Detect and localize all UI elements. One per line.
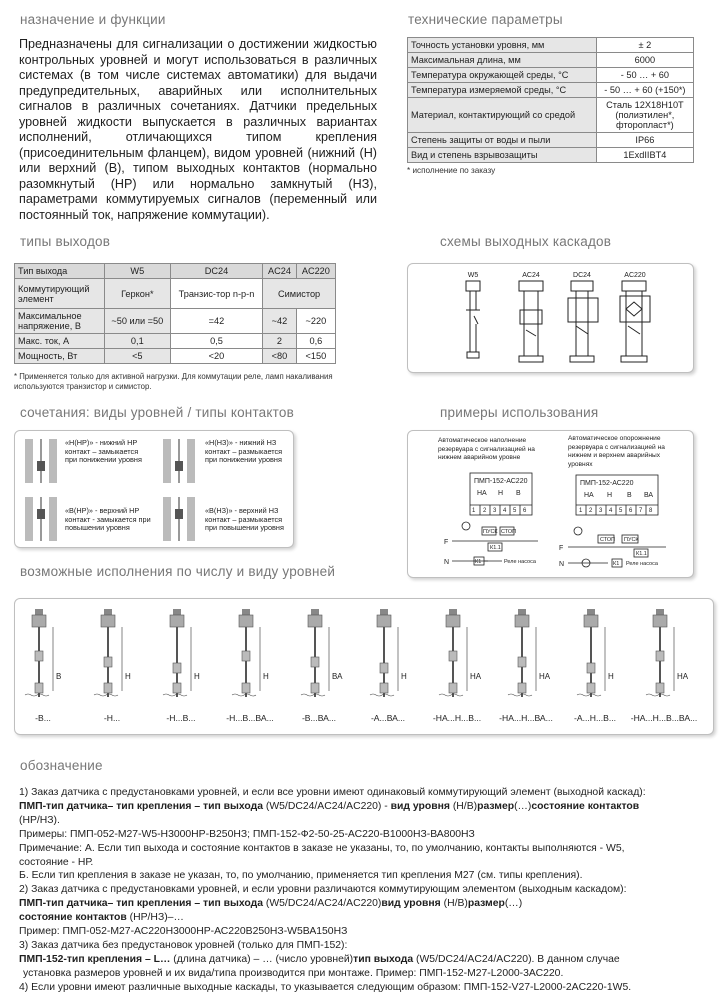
example-left-k1: К1 (475, 559, 482, 565)
example-left-stop: СТОП (501, 529, 517, 535)
level-label: ВА (332, 672, 343, 681)
sensor-float (311, 683, 319, 693)
sensor-head (656, 609, 664, 615)
circuits-box (407, 263, 694, 373)
example-right-pin: 5 (619, 508, 623, 514)
water-line (439, 694, 463, 696)
level-label: Н (125, 672, 131, 681)
sensor-head (173, 609, 181, 615)
sensor-float (242, 651, 250, 661)
designation-line: 4) Если уровни имеют различные выходные каскады, то указывается следующим образом: ПМП-152-V27-L2000-2AC220-1W5. (19, 981, 632, 993)
sensor-head (311, 609, 319, 615)
sensor-flange (515, 615, 529, 627)
outputs-table (14, 263, 336, 364)
designation-line: Б. Если тип крепления в заказе не указан, то, по умолчанию, применяется тип крепления М27 (см. типы крепления). (19, 870, 583, 882)
outputs-cell: 0,5 (170, 334, 262, 349)
example-right-caption: Автоматическое опорожнение резервуара с сигнализацией на нижнем и верхнем аварийных уровнях (568, 435, 665, 468)
designation-block (19, 786, 709, 994)
variants-diagram (15, 599, 715, 736)
level-label: НА (470, 672, 482, 681)
sensor-float (380, 683, 388, 693)
sensor-flange (584, 615, 598, 627)
sensor-head (449, 609, 457, 615)
example-right-pin: 6 (629, 508, 633, 514)
combo-icon-nnr (23, 437, 59, 485)
sensor-flange (377, 615, 391, 627)
example-left-device: ПМП-152-АС220 (474, 478, 528, 485)
outputs-row-label: Макс. ток, А (15, 334, 105, 349)
sensor-flange (170, 615, 184, 627)
sensor-float (449, 683, 457, 693)
example-left-n: N (444, 559, 450, 566)
sensor-float (35, 651, 43, 661)
circuit-label-w5: W5 (467, 272, 479, 279)
tech-param-row (408, 98, 694, 133)
example-right-f: F (559, 545, 564, 552)
example-left-pin: 2 (483, 508, 487, 514)
example-left-k1b: К1.1 (490, 545, 501, 551)
example-left-pin: 5 (513, 508, 517, 514)
water-line (301, 694, 325, 696)
example-left-pin: 3 (493, 508, 497, 514)
outputs-row (15, 309, 336, 334)
outputs-cell: 2 (263, 334, 297, 349)
water-line (370, 694, 394, 696)
variants-box (14, 598, 714, 735)
example-left-f: F (444, 539, 449, 546)
example-left-pusk: ПУСК (483, 529, 498, 535)
outputs-cell: 0,1 (104, 334, 170, 349)
sensor-float (242, 683, 250, 693)
designation-line: ПМП-тип датчика– тип крепления – тип выхода (W5/DC24/AC24/AC220)вид уровня (Н/В)размер(…) (19, 898, 523, 910)
sensor-float (518, 683, 526, 693)
combo-icon-vnr (23, 495, 59, 543)
circuits-title: схемы выходных каскадов (440, 234, 612, 249)
sensor-head (587, 609, 595, 615)
sensor-flange (101, 615, 115, 627)
sensor-head (35, 609, 43, 615)
examples-title: примеры использования (440, 405, 599, 420)
level-label: В (56, 672, 62, 681)
outputs-row-label: Максимальное напряжение, В (15, 309, 105, 334)
outputs-cell: ~50 или =50 (104, 309, 170, 334)
variant-caption: -НА...Н...ВА... (499, 713, 553, 723)
sensor-float (587, 683, 595, 693)
example-left-rele: Реле насоса (504, 559, 536, 565)
examples-box (407, 430, 694, 578)
tech-param-value: 6000 (596, 53, 693, 68)
tech-param-row (408, 38, 694, 53)
example-left-level: НА (477, 490, 487, 497)
combo-text: «В(НЗ)» - верхний НЗ контакт – размыкается при повышении уровня (205, 506, 284, 533)
sensor-float (518, 657, 526, 667)
designation-line: ПМП-тип датчика– тип крепления – тип выхода (W5/DC24/AC24/AC220) - вид уровня (Н/В)размер(…)состояние контактов (19, 800, 640, 812)
tech-param-row (408, 148, 694, 163)
example-right-level: Н (607, 492, 613, 499)
outputs-row (15, 349, 336, 364)
outputs-header: DC24 (170, 264, 262, 279)
example-left-pin: 6 (523, 508, 527, 514)
water-line (163, 694, 187, 696)
combo-text: «В(НР)» - верхний НР контакт - замыкается при повышении уровня (65, 506, 151, 533)
example-right-level: НА (584, 492, 594, 499)
sensor-float (311, 657, 319, 667)
example-right-device: ПМП-152-АС220 (580, 480, 634, 487)
sensor-float (104, 657, 112, 667)
tech-param-label: Степень защиты от воды и пыли (408, 133, 597, 148)
example-right-pin: 3 (599, 508, 603, 514)
tech-params-table (407, 37, 694, 176)
sensor-flange (308, 615, 322, 627)
sensor-float (656, 683, 664, 693)
level-label: Н (263, 672, 269, 681)
variant-caption: -А...ВА... (370, 713, 406, 723)
example-left-pin: 4 (503, 508, 507, 514)
variant-caption: -А...Н...В... (573, 713, 617, 723)
outputs-row-label: Коммутирующий элемент (15, 279, 105, 309)
designation-line: состояние контактов (НР/НЗ)–… (19, 912, 184, 924)
example-right-stop: СТОП (600, 537, 616, 543)
outputs-cell: =42 (170, 309, 262, 334)
variant-caption: -В...ВА... (301, 713, 337, 723)
example-right-k1: К1 (613, 561, 620, 567)
example-right-pin: 8 (649, 508, 653, 514)
outputs-cell: 0,6 (296, 334, 335, 349)
sensor-head (104, 609, 112, 615)
tech-param-label: Точность установки уровня, мм (408, 38, 597, 53)
outputs-row-label: Мощность, Вт (15, 349, 105, 364)
combo-icon-vnz (161, 495, 197, 543)
sensor-head (518, 609, 526, 615)
level-label: НА (677, 672, 689, 681)
tech-param-row (408, 133, 694, 148)
water-line (94, 694, 118, 696)
designation-line: Примечание: А. Если тип выхода и состояние контактов в заказе не указаны, то, по умолчанию, контакты выполняются - W5, (19, 842, 625, 854)
designation-line: 3) Заказ датчика без предустановок уровней (только для ПМП-152): (19, 939, 348, 951)
outputs-title: типы выходов (20, 234, 111, 249)
tech-note: * исполнение по заказу (407, 166, 496, 175)
circuit-label-dc24: DC24 (573, 272, 591, 279)
designation-line: ПМП-152-тип крепления – L… (длина датчика) – … (число уровней)тип выхода (W5/DC24/AC24/AC220). В данном случае (19, 953, 620, 965)
water-line (25, 694, 49, 696)
tech-param-value: IP66 (596, 133, 693, 148)
designation-line: установка размеров уровней и их вида/типа производится при монтаже. Пример: ПМП-152-М27-L2000-3АС220. (23, 967, 564, 979)
sensor-float (449, 651, 457, 661)
sensor-flange (653, 615, 667, 627)
water-line (577, 694, 601, 696)
outputs-header: W5 (104, 264, 170, 279)
water-line (508, 694, 532, 696)
sensor-float (656, 651, 664, 661)
designation-line: Примеры: ПМП-052-М27-W5-Н3000НР-В250НЗ; ПМП-152-Ф2-50-25-АС220-В1000НЗ-ВА800НЗ (19, 828, 475, 840)
sensor-float (587, 663, 595, 673)
example-right-pin: 7 (639, 508, 643, 514)
combos-title: сочетания: виды уровней / типы контактов (20, 405, 294, 420)
outputs-cell: Геркон* (104, 279, 170, 309)
circuit-label-ac24: AC24 (522, 272, 540, 279)
outputs-table-wrap (14, 263, 336, 392)
sensor-float (35, 683, 43, 693)
level-label: Н (608, 672, 614, 681)
outputs-cell: <20 (170, 349, 262, 364)
example-right-level: В (627, 492, 632, 499)
tech-param-value: - 50 … + 60 (+150*) (596, 83, 693, 98)
variant-caption: -В... (35, 713, 51, 723)
sensor-head (242, 609, 250, 615)
example-left-level: Н (498, 490, 504, 497)
outputs-cell: Транзис-тор n-p-n (170, 279, 262, 309)
tech-param-value: Сталь 12Х18Н10Т (полиэтилен*, фторопласт*) (596, 98, 693, 133)
sensor-float (173, 683, 181, 693)
level-label: Н (401, 672, 407, 681)
outputs-cell: <5 (104, 349, 170, 364)
sensor-flange (32, 615, 46, 627)
outputs-cell: <150 (296, 349, 335, 364)
tech-param-value: 1ExdIIBT4 (596, 148, 693, 163)
example-left-level: В (516, 490, 521, 497)
sensor-head (380, 609, 388, 615)
designation-line: (НР/НЗ). (19, 814, 60, 826)
combo-text: «Н(НЗ)» - нижний НЗ контакт – размыкается при понижении уровня (205, 438, 283, 465)
designation-line: состояние - НР. (19, 856, 94, 868)
w5-terminal (466, 281, 480, 291)
variant-caption: -Н...В... (166, 713, 196, 723)
water-line (232, 694, 256, 696)
designation-line: Пример: ПМП-052-М27-АС220Н3000НР-АС220В250НЗ-W5ВА150НЗ (19, 926, 348, 938)
water-line (646, 694, 670, 696)
level-label: Н (194, 672, 200, 681)
purpose-text: Предназначены для сигнализации о достижении жидкостью контрольных уровней и могут использоваться в различных системах (в том числе системах автоматики) для выдачи предупредительных, аварийных или исполнительных сигналов в различных сочетаниях. Датчики предельных уровней жидкости выпускается в различных вариантах исполнений, отличающихся типом крепления (присоединительным фланцем), видом уровней (нижний (Н) или верхний (В), типом выходных контактов (нормально разомкнутый (НР) или нормально замкнутый (НЗ), параметрами коммутируемых сигналов (переменный или постоянный ток, напряжение коммутации). (19, 37, 377, 222)
outputs-row (15, 334, 336, 349)
tech-param-label: Температура окружающей среды, °С (408, 68, 597, 83)
variant-caption: -НА...Н...В...ВА... (630, 713, 698, 723)
combo-text: «Н(НР)» - нижний НР контакт – замыкается при понижении уровня (65, 438, 142, 465)
circuits-diagram (408, 264, 695, 374)
level-label: НА (539, 672, 551, 681)
combos-box (14, 430, 294, 548)
tech-title: технические параметры (408, 12, 563, 27)
example-right-pusk: ПУСК (624, 537, 639, 543)
example-left-pin: 1 (472, 508, 476, 514)
sensor-flange (239, 615, 253, 627)
variants-title: возможные исполнения по числу и виду уровней (20, 564, 336, 579)
example-right-pin: 4 (609, 508, 613, 514)
example-right-pin: 2 (589, 508, 593, 514)
circuit-label-ac220: AC220 (624, 272, 646, 279)
example-right-rele: Реле насоса (626, 561, 658, 567)
tech-param-row (408, 83, 694, 98)
tech-param-label: Вид и степень взрывозащиты (408, 148, 597, 163)
tech-param-row (408, 68, 694, 83)
outputs-header: Тип выхода (15, 264, 105, 279)
example-right-n: N (559, 561, 565, 568)
sensor-float (173, 663, 181, 673)
combo-icon-nnz (161, 437, 197, 485)
variant-caption: -НА...Н...В... (432, 713, 482, 723)
designation-line: 1) Заказ датчика с предустановками уровней, и если все уровни имеют одинаковый коммутирующий элемент (выходной каскад): (19, 787, 646, 798)
variant-caption: -Н... (103, 713, 121, 723)
example-left-caption: Автоматическое наполнение резервуара с сигнализацией на нижнем аварийном уровне (438, 437, 535, 462)
sensor-float (104, 683, 112, 693)
outputs-note: * Применяется только для активной нагрузки. Для коммутации реле, ламп накаливания используются транзистор и симистор. (14, 372, 333, 391)
tech-param-label: Температура измеряемой среды, °С (408, 83, 597, 98)
tech-param-label: Максимальная длина, мм (408, 53, 597, 68)
sensor-float (380, 663, 388, 673)
tech-param-label: Материал, контактирующий со средой (408, 98, 597, 133)
example-right-level: ВА (644, 492, 654, 499)
outputs-cell: ~42 (263, 309, 297, 334)
example-right-k1b: К1.1 (636, 551, 647, 557)
outputs-header: AC24 (263, 264, 297, 279)
designation-title: обозначение (20, 758, 103, 773)
tech-param-value: ± 2 (596, 38, 693, 53)
designation-line: 2) Заказ датчика с предустановками уровней, и если уровни различаются коммутирующим элементом (выходным каскадом): (19, 884, 627, 896)
outputs-cell: Симистор (263, 279, 336, 309)
outputs-cell: <80 (263, 349, 297, 364)
outputs-header: AC220 (296, 264, 335, 279)
purpose-title: назначение и функции (20, 12, 166, 27)
variant-caption: -Н...В...ВА... (226, 713, 274, 723)
sensor-flange (446, 615, 460, 627)
tech-param-row (408, 53, 694, 68)
outputs-cell: ~220 (296, 309, 335, 334)
example-right-pin: 1 (579, 508, 583, 514)
tech-param-value: - 50 … + 60 (596, 68, 693, 83)
